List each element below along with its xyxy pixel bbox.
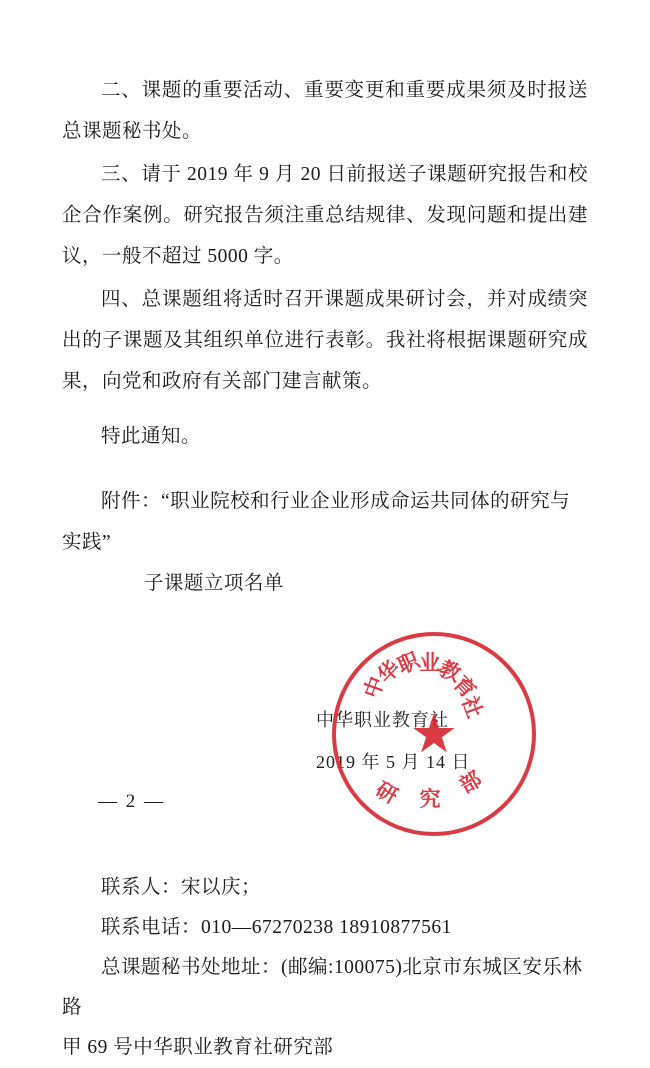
attachment-title-line-2: 子课题立项名单 [143,573,284,594]
seal-char: 中 [359,673,390,702]
spacer [62,459,588,481]
contact-address-line-1: 总课题秘书处地址：(邮编:100075)北京市东城区安乐林路 [62,957,583,1018]
issuer-name: 中华职业教育社 [316,710,449,730]
seal-char: 职 [394,647,423,679]
seal-char: 业 [419,651,441,675]
body-paragraph-2: 二、课题的重要活动、重要变更和重要成果须及时报送总课题秘书处。 [62,80,588,142]
contact-address-line-2: 甲 69 号中华职业教育社研究部 [62,1037,334,1058]
notice-line: 特此通知。 [101,426,202,447]
seal-star-icon: ★ [409,704,459,764]
body-paragraph-4: 四、总课题组将适时召开课题成果研讨会，并对成绩突出的子课题及其组织单位进行表彰。我社将根据课题研究成果，向党和政府有关部门建言献策。 [62,289,588,392]
seal-char: 社 [457,693,487,722]
seal-char: 究 [419,787,441,811]
seal-char: 育 [448,671,481,703]
seal-char: 华 [372,655,405,688]
contact-block [62,868,588,1068]
page-number: — 2 — [98,791,165,812]
seal-char: 教 [435,656,465,687]
spacer [62,404,588,416]
signature-seal-area [62,622,588,854]
contact-phone: 联系电话：010—67270238 18910877561 [101,917,452,938]
contact-person: 联系人：宋以庆； [101,877,262,898]
body-paragraph-3: 三、请于 2019 年 9 月 20 日前报送子课题研究报告和校企合作案例。研究报告须注重总结规律、发现问题和提出建议，一般不超过 5000 字。 [62,164,588,267]
attachment-title-line-1: 附件：“职业院校和行业企业形成命运共同体的研究与实践” [62,491,571,553]
seal-char: 研 [371,777,402,809]
issue-date: 2019 年 5 月 14 日 [316,752,471,772]
seal-char: 部 [455,766,486,799]
